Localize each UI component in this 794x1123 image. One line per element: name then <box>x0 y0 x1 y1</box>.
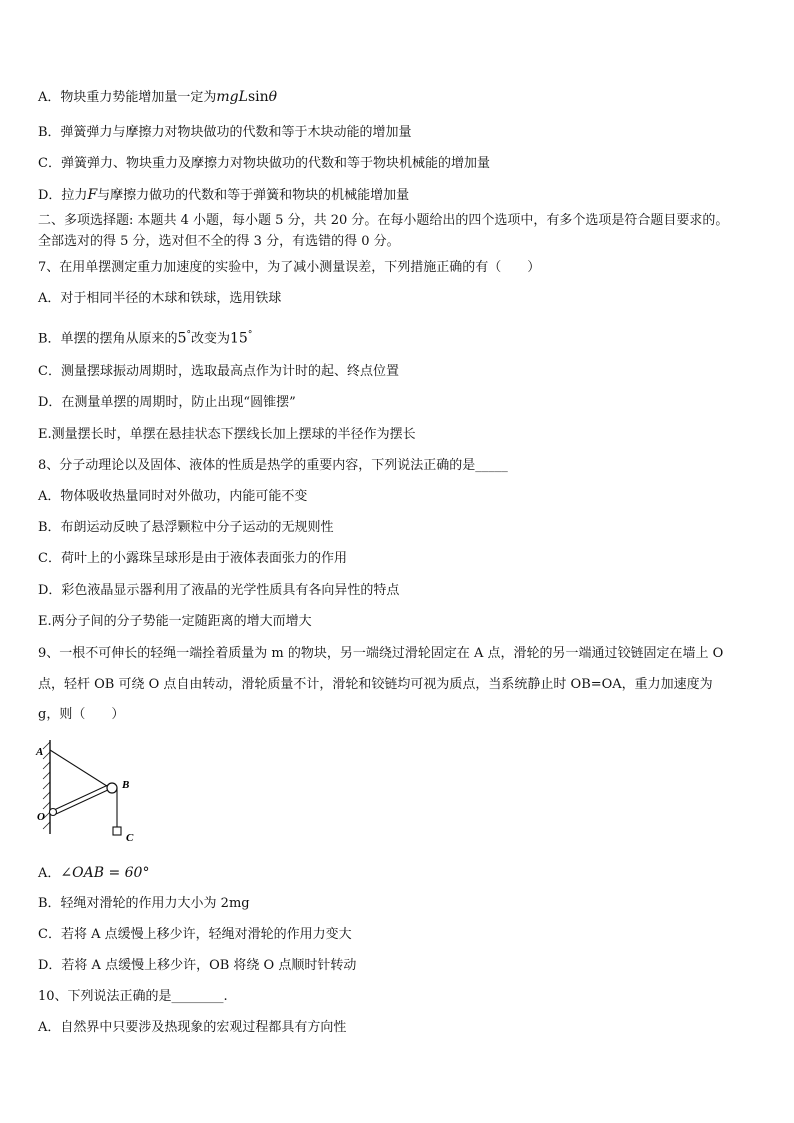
q6-option-a-math: mgL <box>216 89 248 105</box>
q8-stem: 8、分子动理论以及固体、液体的性质是热学的重要内容，下列说法正确的是_____ <box>38 458 508 473</box>
label-o: O <box>37 811 45 823</box>
label-a: A <box>36 746 44 758</box>
rope-a-b <box>50 750 110 788</box>
q10-stem: 10、下列说法正确的是________. <box>38 989 228 1004</box>
q9-pulley-diagram <box>30 738 140 848</box>
label-b: B <box>122 779 130 791</box>
q9-stem-line1: 9、一根不可伸长的轻绳一端拴着质量为 m 的物块，另一端绕过滑轮固定在 A 点，滑轮的另一端通过铰链固定在墙上 O <box>38 646 724 661</box>
q7-option-a: A．对于相同半径的木球和铁球，选用铁球 <box>38 291 282 306</box>
q6-option-a: A．物块重力势能增加量一定为mgLsinθ <box>38 89 278 105</box>
q8-option-c: C．荷叶上的小露珠呈球形是由于液体表面张力的作用 <box>38 551 347 566</box>
rod-ob-lower <box>56 789 110 814</box>
q9-stem-line3: g，则（ ） <box>38 707 125 722</box>
q6-option-c: C．弹簧弹力、物块重力及摩擦力对物块做功的代数和等于物块机械能的增加量 <box>38 156 490 171</box>
q7-option-c: C．测量摆球振动周期时，选取最高点作为计时的起、终点位置 <box>38 364 399 379</box>
q9-option-b: B．轻绳对滑轮的作用力大小为 2mg <box>38 896 250 911</box>
q9-stem-line2: 点，轻杆 OB 可绕 O 点自由转动，滑轮质量不计，滑轮和铰链均可视为质点，当系统静止时 OB=OA，重力加速度为 <box>38 677 713 692</box>
section-2-header-line1: 二、多项选择题: 本题共 4 小题，每小题 5 分，共 20 分。在每小题给出的四个选项中，有多个选项是符合题目要求的。 <box>38 213 729 228</box>
q9-option-c: C．若将 A 点缓慢上移少许，轻绳对滑轮的作用力变大 <box>38 927 352 942</box>
label-c: C <box>126 832 134 844</box>
q7-option-d: D．在测量单摆的周期时，防止出现“圆锥摆” <box>38 395 296 410</box>
q7-option-e: E.测量摆长时，单摆在悬挂状态下摆线长加上摆球的半径作为摆长 <box>38 427 416 442</box>
q8-option-d: D．彩色液晶显示器利用了液晶的光学性质具有各向异性的特点 <box>38 583 400 598</box>
q9-option-a-math: ∠OAB = 60° <box>60 865 150 881</box>
q9-option-a: A．∠OAB = 60° <box>38 865 150 881</box>
q7-option-b: B．单摆的摆角从原来的5°改变为15° <box>38 330 253 347</box>
block-c <box>113 827 121 835</box>
q9-option-d: D．若将 A 点缓慢上移少许，OB 将绕 O 点顺时针转动 <box>38 958 357 973</box>
q7-stem: 7、在用单摆测定重力加速度的实验中，为了减小测量误差，下列措施正确的有（ ） <box>38 260 541 275</box>
q8-option-b: B．布朗运动反映了悬浮颗粒中分子运动的无规则性 <box>38 520 334 535</box>
hinge-o <box>50 809 57 816</box>
pulley-b <box>107 783 117 793</box>
q8-option-e: E.两分子间的分子势能一定随距离的增大而增大 <box>38 614 312 629</box>
q6-option-b: B．弹簧弹力与摩擦力对物块做功的代数和等于木块动能的增加量 <box>38 125 412 140</box>
section-2-header-line2: 全部选对的得 5 分，选对但不全的得 3 分，有选错的得 0 分。 <box>38 234 400 249</box>
rod-ob-upper <box>54 785 108 810</box>
q10-option-a: A．自然界中只要涉及热现象的宏观过程都具有方向性 <box>38 1020 347 1035</box>
q6-option-d: D．拉力F与摩擦力做功的代数和等于弹簧和物块的机械能增加量 <box>38 187 410 203</box>
q8-option-a: A．物体吸收热量同时对外做功，内能可能不变 <box>38 489 308 504</box>
